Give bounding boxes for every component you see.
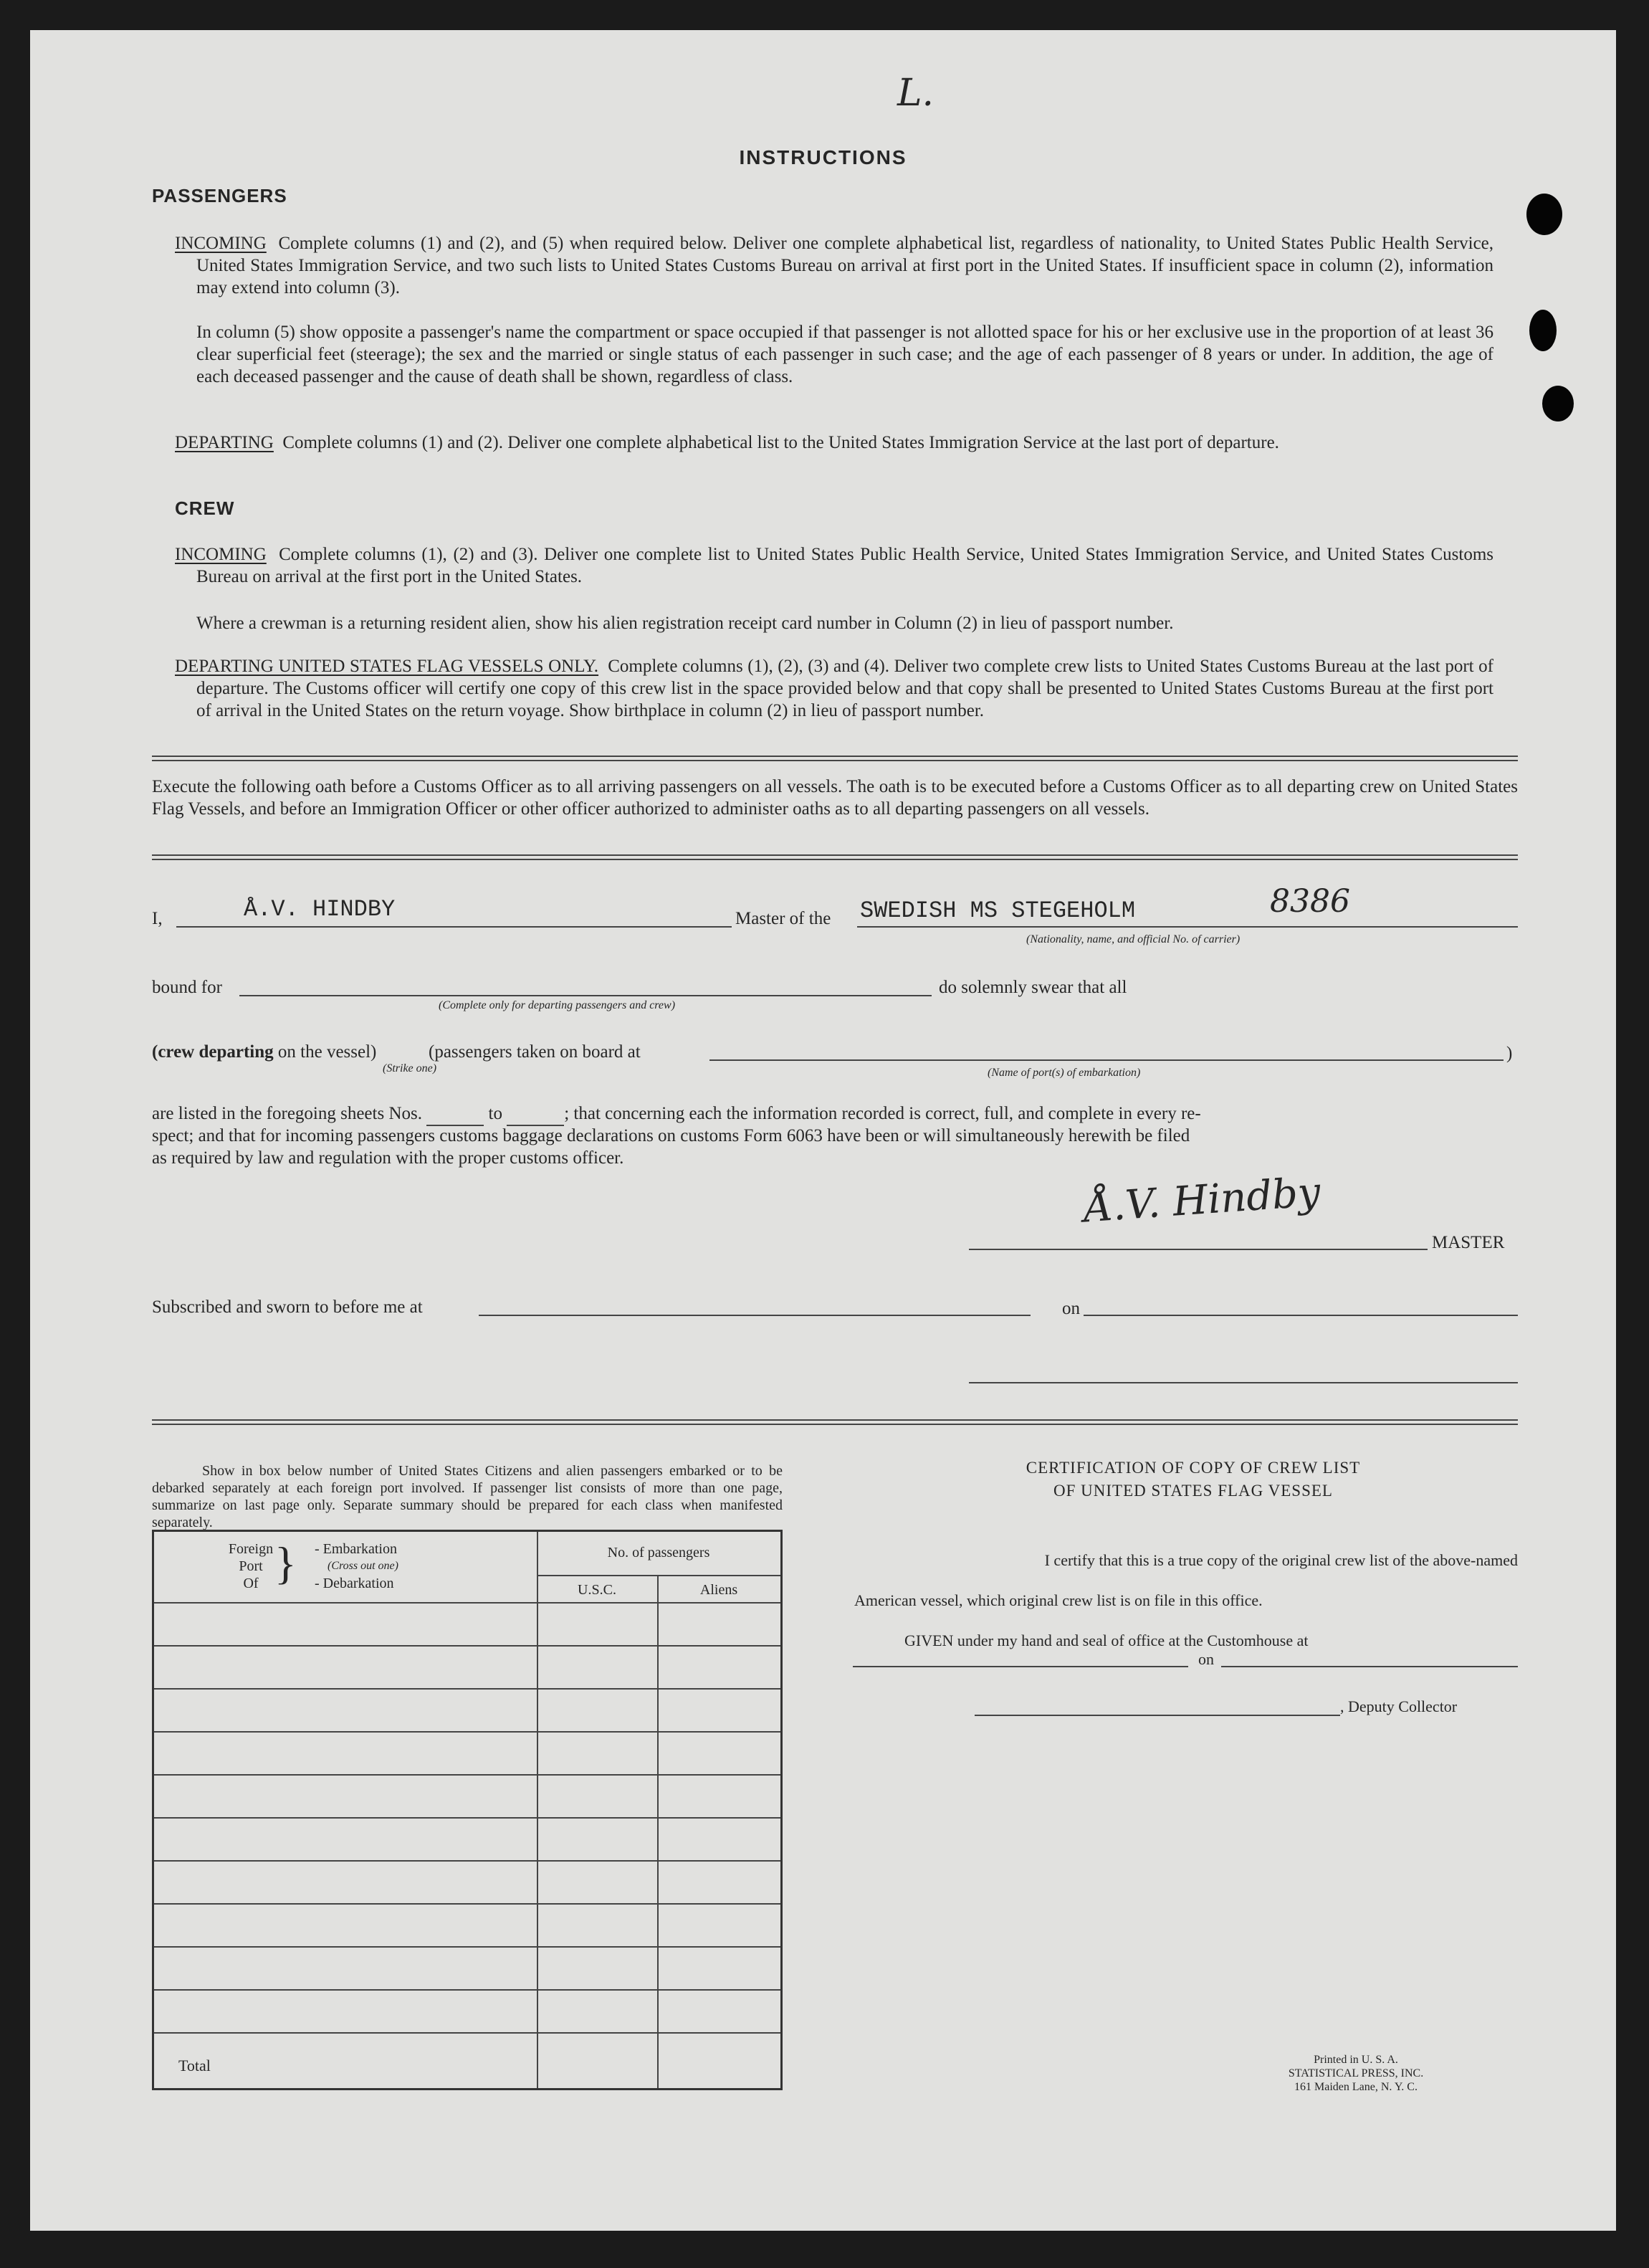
passengers-heading: PASSENGERS [152, 185, 287, 206]
punch-hole-top [1526, 194, 1562, 235]
table-subheader-rule [537, 1575, 780, 1576]
of-word: Of [243, 1576, 259, 1591]
master-signature: Å.V. Hindby [1082, 1168, 1322, 1232]
crew-incoming-paragraph [175, 543, 1493, 588]
vessel-line [857, 926, 1518, 928]
embarkation-port-line[interactable] [709, 1059, 1504, 1061]
punch-hole-bottom [1542, 386, 1574, 421]
signature-line [969, 1249, 1428, 1250]
crew-departing-paragraph [175, 655, 1493, 722]
subscribed-label: Subscribed and sworn to before me at [152, 1297, 423, 1317]
crew-departing-strike: (crew departing [152, 1042, 274, 1062]
table-col-divider [657, 1575, 659, 2088]
summary-instructions: Show in box below number of United States Citizens and alien passengers embarked or to be debarked separately at each foreign port involved. If passenger list consists of more than one page, summarize on last page only. Separate summary should be prepared for each class when manifested separately. [152, 1463, 783, 1530]
deputy-collector-label: , Deputy Collector [1340, 1697, 1458, 1715]
vessel-value[interactable]: SWEDISH MS STEGEHOLM [860, 897, 1136, 924]
american-text: American vessel, which original crew list is on file in this office. [854, 1591, 1263, 1609]
certification-date-line[interactable] [1221, 1666, 1518, 1667]
deputy-collector-line[interactable] [975, 1715, 1340, 1716]
table-row[interactable] [154, 1688, 780, 1690]
table-col-divider [537, 1532, 538, 2088]
foreign-port-label [226, 1540, 276, 1592]
crew-departing-label: DEPARTING UNITED STATES FLAG VESSELS ONLY. [175, 657, 599, 676]
aliens-header: Aliens [699, 1582, 738, 1598]
passengers-incoming-text: Complete columns (1) and (2), and (5) when required below. Deliver one complete alphabetical list, regardless of nationality, to United States Public Health Service, United States Immigration Service, and two such lists to United States Customs Bureau on arrival at first port in the United States. If insufficient space in column (2), information may extend into column (3). [196, 234, 1494, 297]
on-vessel-text: on the vessel) [277, 1042, 377, 1062]
bound-for-caption: (Complete only for departing passengers and crew) [439, 999, 676, 1011]
printer-line2: STATISTICAL PRESS, INC. [1288, 2067, 1424, 2079]
passengers-taken-text: (passengers taken on board at [429, 1042, 641, 1062]
strike-caption: (Strike one) [383, 1062, 437, 1075]
printer-line1: Printed in U. S. A. [1314, 2054, 1398, 2066]
instructions-title: INSTRUCTIONS [739, 146, 907, 168]
master-of-label: Master of the [735, 909, 831, 928]
listed-text-d: spect; and that for incoming passengers customs baggage declarations on customs Form 6063 have been or will simultaneously herewith be filed [152, 1126, 1190, 1145]
crew-departing-text: Complete columns (1), (2), (3) and (4). Deliver two complete crew lists to United States Customs Bureau at the last port of departure. The Customs officer will certify one copy of this crew list in the space provided below and that copy shall be presented to United States Customs Bureau at the first port of arrival in the United States on the return voyage. Show birthplace in column (2) in lieu of passport number. [196, 657, 1493, 720]
table-row[interactable] [154, 1903, 780, 1905]
printer-line3: 161 Maiden Lane, N. Y. C. [1294, 2081, 1418, 2093]
listed-text-c: ; that concerning each the information recorded is correct, full, and complete in every re- [564, 1104, 1201, 1123]
passengers-column5-paragraph: In column (5) show opposite a passenger's name the compartment or space occupied if that passenger is not allotted space for his or her exclusive use in the proportion of at least 36 clear superficial feet (steerage); the sex and the married or single status of each passenger in such case; and the age of each passenger of 8 years or under. In addition, the age of each deceased passenger and the cause of death shall be shown, regardless of class. [196, 323, 1493, 386]
certification-title-line1: CERTIFICATION OF COPY OF CREW LIST [1026, 1459, 1361, 1477]
oath-i-label: I, [152, 909, 163, 928]
crew-incoming-text: Complete columns (1), (2) and (3). Deliver one complete list to United States Public Health Service, United States Immigration Service, and United States Customs Bureau on arrival at the first port in the United States. [196, 545, 1494, 586]
table-row[interactable] [154, 1774, 780, 1776]
bound-for-label: bound for [152, 978, 222, 997]
certification-title-line2: OF UNITED STATES FLAG VESSEL [1053, 1482, 1333, 1500]
brace-glyph: } [274, 1538, 297, 1588]
crew-resident-paragraph: Where a crewman is a returning resident alien, show his alien registration receipt card number in Column (2) in lieu of passport number. [196, 614, 1174, 633]
vessel-caption: (Nationality, name, and official No. of carrier) [1026, 933, 1241, 945]
total-label: Total [178, 2057, 211, 2074]
passengers-departing-label: DEPARTING [175, 433, 274, 452]
master-name-line [176, 926, 732, 928]
no-of-passengers-header: No. of passengers [607, 1545, 710, 1561]
table-row[interactable] [154, 1946, 780, 1948]
page-mark: L. [897, 72, 935, 115]
certification-title [869, 1457, 1518, 1502]
usc-header: U.S.C. [578, 1582, 616, 1598]
crew-departing-option [152, 1041, 376, 1063]
table-row[interactable] [154, 1731, 780, 1733]
sheet-from-blank[interactable] [426, 1102, 484, 1126]
subscribed-on-label: on [1062, 1299, 1080, 1318]
master-name-value[interactable]: Å.V. HINDBY [244, 896, 396, 923]
crew-heading: CREW [175, 497, 235, 519]
master-label: MASTER [1432, 1233, 1505, 1252]
table-row[interactable] [154, 1860, 780, 1862]
passengers-incoming-label: INCOMING [175, 234, 267, 253]
listed-text-e: as required by law and regulation with the proper customs officer. [152, 1148, 624, 1168]
document-page [30, 30, 1616, 2231]
table-row[interactable] [154, 1602, 780, 1604]
port-word: Port [239, 1558, 263, 1574]
embarkation-label[interactable]: - Embarkation [315, 1541, 397, 1557]
officer-signature-line[interactable] [969, 1382, 1518, 1383]
divider-rule [152, 854, 1518, 860]
customhouse-line[interactable] [853, 1666, 1188, 1667]
listed-text-a: are listed in the foregoing sheets Nos. [152, 1104, 422, 1123]
printer-imprint [1248, 2053, 1463, 2094]
bound-for-line[interactable] [239, 995, 932, 996]
certification-on-label: on [1198, 1650, 1214, 1668]
table-row[interactable] [154, 1645, 780, 1647]
passenger-summary-table [152, 1530, 783, 2090]
port-caption: (Name of port(s) of embarkation) [988, 1067, 1141, 1079]
subscribed-date-line[interactable] [1084, 1315, 1518, 1316]
sheet-to-blank[interactable] [507, 1102, 564, 1126]
passengers-incoming-paragraph [175, 232, 1493, 299]
given-text: GIVEN under my hand and seal of office at the Customhouse at [904, 1631, 1309, 1649]
passengers-departing-paragraph [175, 432, 1493, 454]
foreign-word: Foreign [228, 1541, 274, 1557]
table-row[interactable] [154, 1817, 780, 1819]
subscribed-place-line[interactable] [479, 1315, 1031, 1316]
oath-instructions-paragraph: Execute the following oath before a Customs Officer as to all arriving passengers on all vessels. The oath is to be executed before a Customs Officer as to all departing crew on United States Flag Vessels, and before an Immigration Officer or other officer authorized to administer oaths as to all departing passengers on all vessels. [152, 777, 1518, 819]
divider-rule [152, 756, 1518, 761]
listed-text-b: to [488, 1104, 502, 1123]
certify-text: I certify that this is a true copy of the original crew list of the above-named [1044, 1551, 1518, 1569]
passengers-departing-text: Complete columns (1) and (2). Deliver one complete alphabetical list to the United States Immigration Service at the last port of departure. [282, 433, 1279, 452]
table-row[interactable] [154, 1989, 780, 1991]
divider-rule [152, 1419, 1518, 1425]
official-number-value[interactable]: 8386 [1270, 883, 1350, 920]
cross-out-caption: (Cross out one) [328, 1560, 398, 1572]
punch-hole-middle [1529, 310, 1557, 351]
debarkation-label[interactable]: - Debarkation [315, 1576, 394, 1591]
close-paren: ) [1506, 1044, 1513, 1063]
listed-sheets-line [152, 1102, 1518, 1126]
crew-incoming-label: INCOMING [175, 545, 267, 564]
swear-text: do solemnly swear that all [939, 978, 1127, 997]
embarkation-options [315, 1540, 398, 1592]
table-row[interactable] [154, 2032, 780, 2034]
